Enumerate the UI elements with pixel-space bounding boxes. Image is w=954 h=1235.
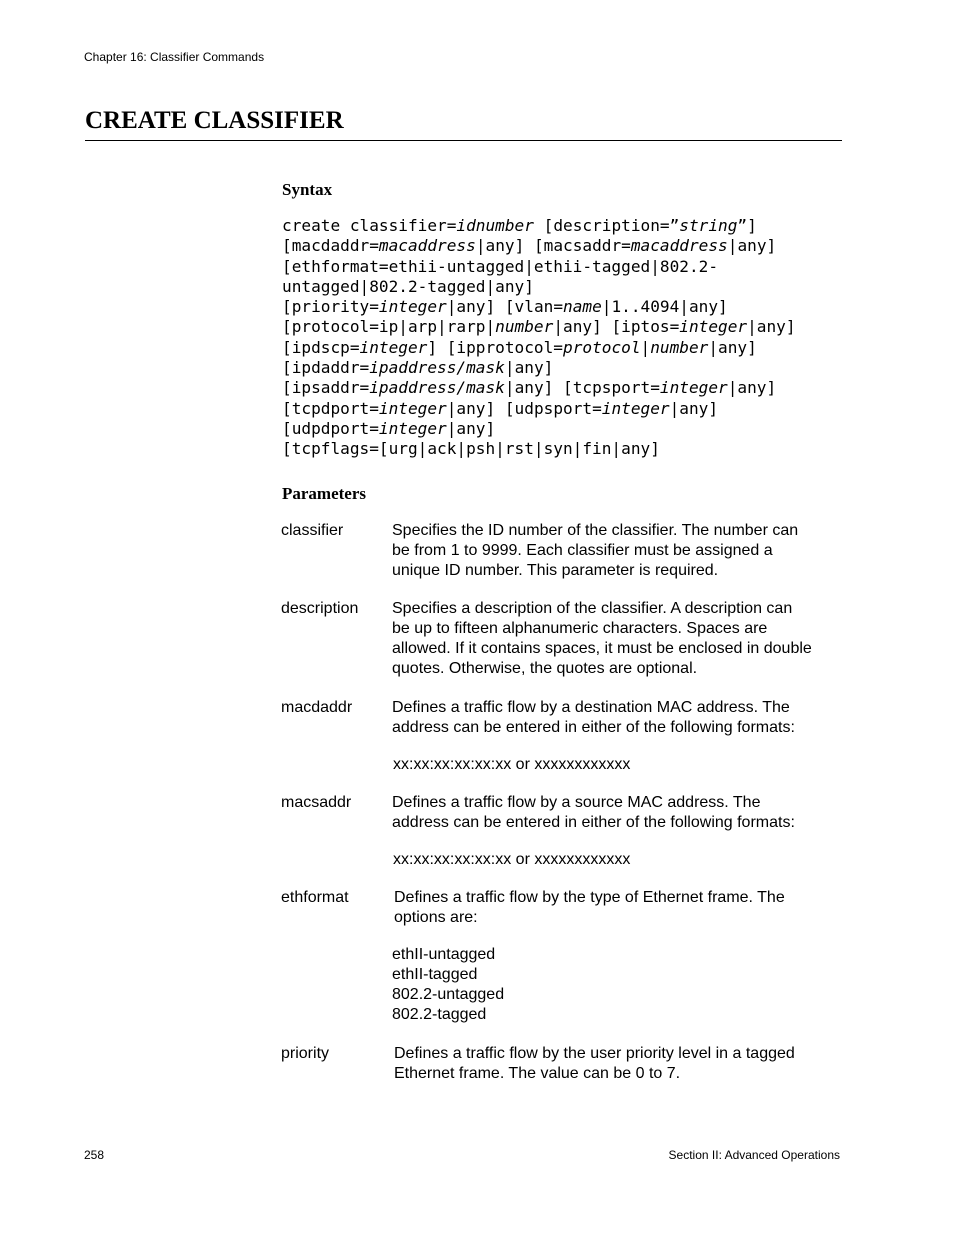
- param-desc-line: address can be entered in either of the following formats:: [392, 719, 795, 736]
- param-name-classifier: classifier: [281, 522, 344, 539]
- param-desc-line: address can be entered in either of the following formats:: [392, 814, 795, 831]
- param-desc-line: be from 1 to 9999. Each classifier must be assigned a: [392, 542, 773, 559]
- param-name-macsaddr: macsaddr: [281, 794, 352, 811]
- syntax-variable: ipaddress/mask: [369, 358, 505, 378]
- syntax-literal: |any] [iptos=: [553, 317, 680, 337]
- syntax-literal: [ipdscp=: [282, 337, 360, 357]
- param-desc-description: [392, 599, 842, 679]
- param-desc-classifier: [392, 521, 842, 581]
- syntax-variable: integer: [659, 378, 728, 398]
- param-desc-line: options are:: [394, 909, 478, 926]
- syntax-literal: |any] [macsaddr=: [475, 236, 631, 256]
- syntax-literal: [priority=: [282, 297, 379, 317]
- syntax-literal: |any]: [708, 337, 757, 357]
- macsaddr-format: xx:xx:xx:xx:xx:xx or xxxxxxxxxxxx: [393, 851, 631, 868]
- param-desc-priority: [394, 1044, 844, 1084]
- param-desc-line: Specifies the ID number of the classifier. The number can: [392, 522, 799, 539]
- syntax-literal: |any] [tcpsport=: [504, 378, 660, 398]
- syntax-literal: ] [ipprotocol=: [427, 337, 563, 357]
- syntax-variable: integer: [601, 398, 670, 418]
- syntax-literal: |any]: [727, 236, 777, 256]
- syntax-line: [282, 257, 882, 277]
- syntax-literal: |any]: [747, 317, 796, 337]
- param-desc-macsaddr: [392, 793, 842, 833]
- param-desc-line: quotes. Otherwise, the quotes are optional.: [392, 660, 698, 677]
- param-desc-line: allowed. If it contains spaces, it must be enclosed in double: [392, 640, 812, 657]
- syntax-variable: integer: [359, 337, 428, 357]
- syntax-literal: [tcpflags=[urg|ack|psh|rst|syn|fin|any]: [282, 439, 660, 459]
- syntax-literal: [tcpdport=: [282, 398, 379, 418]
- param-name-description: description: [281, 600, 359, 617]
- syntax-variable: protocol: [563, 337, 641, 357]
- ethformat-option: 802.2-untagged: [392, 986, 505, 1003]
- syntax-variable: string: [679, 216, 738, 235]
- syntax-variable: integer: [378, 297, 447, 317]
- syntax-literal: |any] [vlan=: [446, 297, 564, 317]
- syntax-literal: |any]: [504, 358, 554, 378]
- param-desc-line: Defines a traffic flow by the type of Ethernet frame. The: [394, 889, 785, 906]
- syntax-line: [282, 358, 882, 378]
- syntax-line: [282, 236, 882, 256]
- param-desc-line: Ethernet frame. The value can be 0 to 7.: [394, 1065, 681, 1082]
- page-number: 258: [84, 1148, 105, 1162]
- syntax-variable: integer: [378, 398, 447, 418]
- param-desc-line: unique ID number. This parameter is required.: [392, 562, 719, 579]
- syntax-literal: [description=”: [533, 216, 680, 235]
- param-desc-line: be up to fifteen alphanumeric characters. Spaces are: [392, 620, 768, 637]
- syntax-literal: |any]: [669, 398, 719, 418]
- running-header: Chapter 16: Classifier Commands: [84, 50, 265, 64]
- page-title: CREATE CLASSIFIER: [85, 106, 842, 141]
- syntax-variable: idnumber: [456, 216, 534, 235]
- macdaddr-format: xx:xx:xx:xx:xx:xx or xxxxxxxxxxxx: [393, 756, 631, 773]
- param-desc-line: Specifies a description of the classifier. A description can: [392, 600, 793, 617]
- ethformat-option: 802.2-tagged: [392, 1006, 487, 1023]
- param-name-macdaddr: macdaddr: [281, 699, 353, 716]
- syntax-code-block: [282, 216, 882, 460]
- param-name-priority: priority: [281, 1045, 330, 1062]
- syntax-literal: untagged|802.2-tagged|any]: [282, 276, 534, 296]
- syntax-line: [282, 419, 882, 439]
- syntax-line: [282, 399, 882, 419]
- syntax-literal: create classifier=: [282, 216, 457, 235]
- syntax-line: [282, 378, 882, 398]
- param-desc-line: Defines a traffic flow by the user priority level in a tagged: [394, 1045, 795, 1062]
- syntax-variable: integer: [378, 418, 447, 438]
- syntax-literal: [macdaddr=: [282, 236, 379, 256]
- syntax-variable: macaddress: [378, 236, 476, 256]
- param-desc-ethformat: [394, 888, 844, 928]
- syntax-variable: number: [650, 337, 709, 357]
- syntax-literal: |any]: [727, 378, 777, 398]
- syntax-line: [282, 338, 882, 358]
- syntax-variable: macaddress: [630, 236, 728, 256]
- param-name-ethformat: ethformat: [281, 889, 349, 906]
- syntax-literal: |any] [udpsport=: [446, 398, 602, 418]
- parameters-heading: Parameters: [282, 484, 367, 503]
- syntax-heading: Syntax: [282, 180, 333, 199]
- syntax-literal: [udpdport=: [282, 418, 379, 438]
- syntax-literal: [ethformat=ethii-untagged|ethii-tagged|802.2-: [282, 256, 719, 276]
- syntax-variable: integer: [679, 317, 748, 337]
- param-desc-macdaddr: [392, 698, 842, 738]
- running-footer-section: Section II: Advanced Operations: [668, 1148, 840, 1162]
- syntax-literal: |: [640, 337, 651, 357]
- syntax-line: [282, 297, 882, 317]
- syntax-literal: [ipsaddr=: [282, 378, 370, 398]
- syntax-literal: |1..4094|any]: [601, 297, 728, 317]
- ethformat-option: ethII-tagged: [392, 966, 478, 983]
- syntax-line: [282, 439, 882, 459]
- syntax-variable: ipaddress/mask: [369, 378, 505, 398]
- syntax-line: [282, 317, 882, 337]
- syntax-line: [282, 277, 882, 297]
- syntax-literal: [protocol=ip|arp|rarp|: [282, 317, 496, 337]
- syntax-variable: name: [563, 297, 602, 317]
- ethformat-options-list: [392, 945, 504, 1025]
- syntax-literal: ”]: [737, 216, 757, 235]
- syntax-line: [282, 216, 882, 236]
- syntax-literal: [ipdaddr=: [282, 358, 370, 378]
- syntax-literal: |any]: [446, 418, 496, 438]
- ethformat-option: ethII-untagged: [392, 946, 496, 963]
- param-desc-line: Defines a traffic flow by a source MAC address. The: [392, 794, 761, 811]
- param-desc-line: Defines a traffic flow by a destination MAC address. The: [392, 699, 790, 716]
- syntax-variable: number: [495, 317, 554, 337]
